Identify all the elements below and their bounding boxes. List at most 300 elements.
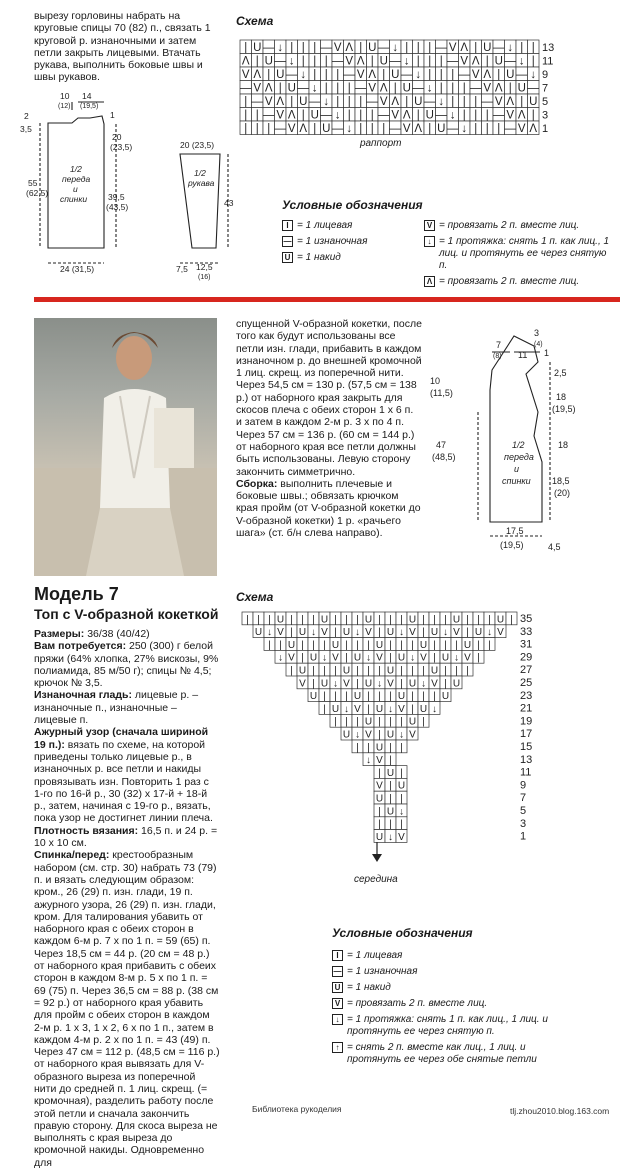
svg-text:—: — bbox=[274, 123, 286, 135]
svg-text:Λ: Λ bbox=[368, 69, 377, 81]
k2tog-left-icon: Λ bbox=[424, 276, 435, 287]
svg-text:—: — bbox=[240, 82, 252, 95]
svg-text:|: | bbox=[422, 665, 425, 677]
raport-label: раппорт bbox=[360, 138, 402, 149]
svg-text:|: | bbox=[411, 639, 414, 651]
svg-text:20: 20 bbox=[112, 132, 122, 142]
svg-text:V: V bbox=[497, 627, 504, 639]
svg-text:|: | bbox=[356, 742, 359, 754]
legend-item: ↑ = снять 2 п. вместе как лиц., 1 лиц. и протянуть ее через обе снятые петли bbox=[332, 1042, 572, 1066]
svg-text:U: U bbox=[375, 793, 384, 805]
svg-text:|: | bbox=[356, 665, 359, 677]
svg-text:—: — bbox=[493, 42, 505, 54]
svg-text:(19,5): (19,5) bbox=[80, 103, 99, 110]
svg-text:|: | bbox=[488, 639, 491, 651]
svg-text:U: U bbox=[276, 69, 285, 81]
svg-text:↓: ↓ bbox=[311, 82, 318, 95]
svg-text:20 (23,5): 20 (23,5) bbox=[180, 140, 215, 150]
svg-text:|: | bbox=[255, 123, 259, 135]
svg-text:V: V bbox=[333, 42, 342, 54]
svg-text:|: | bbox=[422, 691, 425, 703]
svg-text:U: U bbox=[320, 678, 329, 690]
svg-text:—: — bbox=[447, 55, 459, 68]
svg-text:|: | bbox=[455, 665, 458, 677]
svg-text:U: U bbox=[375, 742, 384, 754]
svg-text:|: | bbox=[378, 819, 381, 831]
svg-text:2: 2 bbox=[24, 111, 29, 121]
svg-text:(4): (4) bbox=[534, 341, 543, 348]
svg-text:|: | bbox=[324, 55, 328, 68]
svg-text:|: | bbox=[356, 639, 359, 651]
svg-text:|: | bbox=[416, 42, 420, 54]
svg-text:U: U bbox=[441, 691, 450, 703]
svg-text:V: V bbox=[387, 678, 394, 690]
svg-text:|: | bbox=[382, 123, 386, 135]
svg-text:—: — bbox=[366, 96, 378, 108]
svg-text:|: | bbox=[278, 82, 282, 95]
svg-text:V: V bbox=[517, 123, 526, 135]
svg-text:V: V bbox=[365, 627, 372, 639]
svg-text:(8): (8) bbox=[493, 353, 502, 360]
svg-text:↓: ↓ bbox=[399, 627, 404, 639]
k2tog-icon: V bbox=[424, 220, 435, 231]
svg-text:|: | bbox=[267, 69, 271, 81]
svg-text:|: | bbox=[301, 109, 305, 122]
svg-text:|: | bbox=[400, 819, 403, 831]
svg-text:Λ: Λ bbox=[299, 123, 308, 135]
svg-text:|: | bbox=[301, 652, 304, 664]
svg-text:|: | bbox=[439, 55, 443, 68]
svg-text:U: U bbox=[342, 627, 351, 639]
svg-text:V: V bbox=[448, 42, 457, 54]
svg-text:(43,5): (43,5) bbox=[106, 202, 129, 212]
svg-text:V: V bbox=[420, 652, 427, 664]
svg-text:|: | bbox=[244, 109, 248, 122]
svg-text:переда: переда bbox=[504, 452, 534, 462]
svg-text:|: | bbox=[466, 665, 469, 677]
svg-text:↓: ↓ bbox=[311, 627, 316, 639]
svg-text:|: | bbox=[347, 96, 351, 108]
svg-text:|: | bbox=[531, 42, 535, 54]
double-decrease-icon: ↑ bbox=[332, 1042, 343, 1053]
svg-text:|: | bbox=[444, 639, 447, 651]
svg-text:U: U bbox=[309, 652, 318, 664]
svg-text:|: | bbox=[400, 716, 403, 728]
svg-text:Λ: Λ bbox=[241, 55, 250, 68]
svg-text:|: | bbox=[400, 665, 403, 677]
svg-text:|: | bbox=[520, 42, 524, 54]
svg-text:13: 13 bbox=[520, 753, 533, 766]
body-top-left: 10 bbox=[60, 91, 70, 101]
svg-text:U: U bbox=[408, 614, 417, 626]
svg-text:Λ: Λ bbox=[414, 123, 423, 135]
yarn-over-icon: U bbox=[332, 982, 343, 993]
svg-text:|: | bbox=[393, 82, 397, 95]
pattern-front-back-diagram bbox=[430, 326, 620, 558]
purl-stitch-icon: — bbox=[283, 236, 292, 246]
svg-text:↓: ↓ bbox=[346, 123, 353, 135]
svg-text:|: | bbox=[416, 55, 420, 68]
svg-text:|: | bbox=[378, 806, 381, 818]
legend-item: Λ = провязать 2 п. вместе лиц. bbox=[424, 276, 616, 288]
svg-text:—: — bbox=[251, 96, 263, 108]
svg-text:↓: ↓ bbox=[355, 729, 360, 741]
svg-text:—: — bbox=[332, 123, 344, 135]
svg-text:—: — bbox=[424, 96, 436, 108]
svg-text:U: U bbox=[391, 69, 400, 81]
legend-item: V = провязать 2 п. вместе лиц. bbox=[424, 220, 616, 232]
svg-text:V: V bbox=[391, 109, 400, 122]
svg-text:|: | bbox=[370, 123, 374, 135]
svg-text:↓: ↓ bbox=[300, 69, 307, 81]
svg-text:V: V bbox=[287, 123, 296, 135]
svg-text:|: | bbox=[378, 691, 381, 703]
svg-text:Λ: Λ bbox=[483, 69, 492, 81]
svg-text:|: | bbox=[244, 42, 248, 54]
svg-text:|: | bbox=[455, 639, 458, 651]
schema2-title: Схема bbox=[236, 590, 274, 604]
svg-text:|: | bbox=[497, 69, 501, 81]
knit-stitch-icon: I bbox=[282, 220, 293, 231]
svg-text:—: — bbox=[263, 42, 275, 54]
svg-text:↓: ↓ bbox=[461, 123, 468, 135]
svg-text:|: | bbox=[389, 793, 392, 805]
svg-text:9: 9 bbox=[520, 779, 527, 792]
svg-text:7: 7 bbox=[496, 340, 502, 350]
svg-text:↓: ↓ bbox=[323, 96, 330, 108]
svg-text:|: | bbox=[466, 627, 469, 639]
svg-text:V: V bbox=[376, 780, 383, 792]
svg-text:—: — bbox=[297, 82, 309, 95]
svg-text:|: | bbox=[345, 639, 348, 651]
svg-text:V: V bbox=[276, 109, 285, 122]
svg-text:U: U bbox=[386, 767, 395, 779]
svg-text:V: V bbox=[356, 69, 365, 81]
svg-text:↓: ↓ bbox=[432, 703, 437, 715]
svg-text:15: 15 bbox=[520, 741, 533, 753]
svg-text:18: 18 bbox=[556, 392, 567, 402]
svg-text:|: | bbox=[324, 69, 328, 81]
svg-text:|: | bbox=[531, 55, 535, 68]
svg-text:U: U bbox=[342, 665, 351, 677]
svg-text:U: U bbox=[419, 639, 428, 651]
svg-text:—: — bbox=[504, 123, 516, 135]
svg-text:19: 19 bbox=[520, 715, 533, 728]
svg-text:|: | bbox=[378, 627, 381, 639]
svg-text:1: 1 bbox=[110, 110, 115, 120]
svg-text:|: | bbox=[488, 614, 491, 626]
svg-text:|: | bbox=[301, 639, 304, 651]
svg-text:V: V bbox=[321, 627, 328, 639]
svg-text:|: | bbox=[267, 123, 271, 135]
svg-text:1: 1 bbox=[520, 830, 527, 843]
svg-text:|: | bbox=[389, 755, 392, 767]
svg-text:U: U bbox=[254, 627, 263, 639]
svg-text:3: 3 bbox=[542, 109, 549, 122]
svg-text:|: | bbox=[268, 614, 271, 626]
svg-text:↓: ↓ bbox=[344, 703, 349, 715]
svg-text:U: U bbox=[331, 639, 340, 651]
svg-text:1/2: 1/2 bbox=[70, 164, 82, 174]
svg-text:|: | bbox=[324, 82, 328, 95]
svg-text:|: | bbox=[466, 614, 469, 626]
svg-text:U: U bbox=[386, 729, 395, 741]
svg-text:U: U bbox=[379, 55, 388, 68]
svg-text:—: — bbox=[389, 55, 401, 68]
svg-text:|: | bbox=[301, 42, 305, 54]
svg-text:29: 29 bbox=[520, 651, 533, 664]
svg-text:9: 9 bbox=[542, 69, 549, 81]
svg-text:|: | bbox=[312, 639, 315, 651]
legend-item: — = 1 изнаночная bbox=[333, 966, 418, 977]
svg-text:|: | bbox=[433, 639, 436, 651]
center-label: середина bbox=[354, 874, 398, 885]
svg-text:—: — bbox=[378, 42, 390, 54]
svg-text:U: U bbox=[494, 55, 503, 68]
svg-text:U: U bbox=[441, 652, 450, 664]
svg-text:U: U bbox=[506, 69, 515, 81]
svg-text:24 (31,5): 24 (31,5) bbox=[60, 264, 95, 274]
svg-text:|: | bbox=[428, 123, 432, 135]
svg-text:|: | bbox=[359, 123, 363, 135]
svg-text:31: 31 bbox=[520, 638, 533, 651]
svg-text:|: | bbox=[312, 678, 315, 690]
svg-text:|: | bbox=[367, 665, 370, 677]
svg-text:V: V bbox=[506, 109, 515, 122]
k2tog-icon: V bbox=[332, 998, 343, 1009]
svg-text:|: | bbox=[345, 652, 348, 664]
svg-text:Λ: Λ bbox=[287, 109, 296, 122]
svg-text:↓: ↓ bbox=[410, 652, 415, 664]
svg-text:U: U bbox=[322, 123, 331, 135]
svg-text:V: V bbox=[483, 82, 492, 95]
svg-text:|: | bbox=[400, 678, 403, 690]
svg-text:|: | bbox=[477, 652, 480, 664]
svg-text:|: | bbox=[336, 69, 340, 81]
svg-text:↓: ↓ bbox=[421, 678, 426, 690]
svg-text:—: — bbox=[458, 69, 470, 81]
svg-text:|: | bbox=[389, 691, 392, 703]
svg-text:|: | bbox=[359, 96, 363, 108]
svg-text:|: | bbox=[520, 96, 524, 108]
svg-text:Λ: Λ bbox=[345, 42, 354, 54]
svg-text:U: U bbox=[397, 780, 406, 792]
svg-text:|: | bbox=[485, 123, 489, 135]
svg-text:U: U bbox=[375, 831, 384, 843]
pattern-body-sleeve-diagram bbox=[20, 88, 240, 281]
svg-text:U: U bbox=[452, 614, 461, 626]
svg-text:(23,5): (23,5) bbox=[110, 142, 133, 152]
svg-text:—: — bbox=[389, 123, 401, 135]
svg-text:(20): (20) bbox=[554, 488, 571, 498]
svg-text:↓: ↓ bbox=[278, 652, 283, 664]
svg-text:V: V bbox=[409, 627, 416, 639]
svg-text:|: | bbox=[400, 639, 403, 651]
svg-text:U: U bbox=[298, 665, 307, 677]
svg-text:|: | bbox=[301, 614, 304, 626]
svg-text:|: | bbox=[356, 614, 359, 626]
svg-text:17,5: 17,5 bbox=[506, 526, 524, 536]
svg-text:|: | bbox=[485, 55, 489, 68]
svg-text:V: V bbox=[379, 96, 388, 108]
svg-text:|: | bbox=[313, 42, 317, 54]
svg-text:|: | bbox=[290, 614, 293, 626]
svg-text:|: | bbox=[428, 42, 432, 54]
svg-text:Λ: Λ bbox=[506, 96, 515, 108]
svg-text:—: — bbox=[435, 42, 447, 54]
svg-text:V: V bbox=[376, 652, 383, 664]
svg-text:—: — bbox=[435, 109, 447, 122]
svg-text:|: | bbox=[334, 627, 337, 639]
svg-text:Λ: Λ bbox=[253, 69, 262, 81]
svg-text:U: U bbox=[342, 729, 351, 741]
svg-text:спинки: спинки bbox=[60, 194, 88, 204]
svg-text:17: 17 bbox=[520, 728, 533, 741]
legend-item: ↓ = 1 протяжка: снять 1 п. как лиц., 1 лиц. и протянуть ее через снятую п. bbox=[424, 236, 616, 272]
svg-text:|: | bbox=[313, 55, 317, 68]
schema2-legend bbox=[332, 950, 572, 1070]
svg-text:12,5: 12,5 bbox=[196, 262, 213, 272]
svg-text:(11,5): (11,5) bbox=[430, 388, 453, 398]
svg-text:|: | bbox=[378, 665, 381, 677]
svg-text:U: U bbox=[353, 691, 362, 703]
svg-text:|: | bbox=[336, 96, 340, 108]
svg-text:|: | bbox=[301, 55, 305, 68]
svg-text:(48,5): (48,5) bbox=[432, 452, 456, 462]
svg-text:|: | bbox=[367, 703, 370, 715]
svg-text:|: | bbox=[312, 614, 315, 626]
svg-text:переда: переда bbox=[62, 174, 91, 184]
svg-text:|: | bbox=[400, 793, 403, 805]
legend-item: V = провязать 2 п. вместе лиц. bbox=[332, 998, 572, 1010]
svg-text:U: U bbox=[253, 42, 262, 54]
svg-text:|: | bbox=[367, 639, 370, 651]
svg-text:|: | bbox=[356, 678, 359, 690]
svg-text:3,5: 3,5 bbox=[20, 124, 32, 134]
svg-text:V: V bbox=[464, 652, 471, 664]
svg-text:|: | bbox=[279, 639, 282, 651]
svg-text:V: V bbox=[288, 652, 295, 664]
svg-text:↓: ↓ bbox=[377, 678, 382, 690]
svg-text:↓: ↓ bbox=[443, 627, 448, 639]
svg-text:V: V bbox=[453, 627, 460, 639]
legend-item: U = 1 накид bbox=[332, 982, 572, 994]
svg-text:↓: ↓ bbox=[366, 755, 371, 767]
svg-text:|: | bbox=[323, 639, 326, 651]
svg-text:↓: ↓ bbox=[415, 69, 422, 81]
svg-text:↓: ↓ bbox=[366, 652, 371, 664]
svg-text:|: | bbox=[508, 82, 512, 95]
svg-text:|: | bbox=[378, 767, 381, 779]
purl-stitch-icon: — bbox=[333, 966, 342, 976]
svg-text:11: 11 bbox=[520, 766, 532, 779]
svg-text:|: | bbox=[433, 691, 436, 703]
svg-text:—: — bbox=[274, 55, 286, 68]
svg-text:Λ: Λ bbox=[402, 109, 411, 122]
svg-text:U: U bbox=[474, 627, 483, 639]
svg-text:|: | bbox=[378, 729, 381, 741]
legend-item: — = 1 изнаночная bbox=[283, 236, 368, 247]
svg-text:1: 1 bbox=[544, 348, 550, 358]
svg-text:U: U bbox=[331, 703, 340, 715]
svg-text:39,5: 39,5 bbox=[108, 192, 125, 202]
svg-text:—: — bbox=[504, 55, 516, 68]
svg-text:|: | bbox=[268, 639, 271, 651]
schema1-title: Схема bbox=[236, 14, 274, 28]
svg-text:Λ: Λ bbox=[529, 123, 538, 135]
svg-text:|: | bbox=[400, 767, 403, 779]
intro-text: вырезу горловины набрать на круговые спицы 70 (82) п., связать 1 круговой р. изнаночными и затем петли закрыть лицевыми. Втачать рукава, выполнить боковые швы и швы рукавов. bbox=[34, 10, 211, 84]
model-subtitle: Топ с V-образной кокеткой bbox=[34, 606, 219, 622]
svg-text:10: 10 bbox=[430, 376, 441, 386]
svg-text:—: — bbox=[332, 55, 344, 68]
svg-text:33: 33 bbox=[520, 625, 533, 638]
svg-text:V: V bbox=[402, 123, 411, 135]
svg-text:U: U bbox=[419, 703, 428, 715]
assembly-text: спущенной V-образной кокетки, после того как будут использованы все петли изн. глади, прибавить в каждом изнаночном р. до внешней кромочной 1 лиц. скрещ. из поперечной нити. Через 54,5 см = 130 р. (57,5 см = 138 р.) от наборного края закрыть для скосов плеча с обеих сторон 1 х 6 п. и затем в каждом 2-м р. 3 х по 4 п. Через 57 см = 136 р. (60 см = 144 р.) от наборного края все петли должны быть использованы. Левую сторону закончить симметрично. Сборка: выполнить плечевые и боковые швы.; обвязать крючком края пройм (от V-образной кокетки до V-образной кокетки) 1 р. «рачьего шага» (ст. б/н слева направо). bbox=[236, 318, 422, 540]
svg-text:14: 14 bbox=[82, 91, 92, 101]
svg-text:и: и bbox=[73, 184, 78, 194]
svg-text:↓: ↓ bbox=[388, 703, 393, 715]
svg-text:↓: ↓ bbox=[355, 627, 360, 639]
svg-text:|: | bbox=[474, 109, 478, 122]
svg-text:V: V bbox=[264, 96, 273, 108]
svg-text:|: | bbox=[255, 55, 259, 68]
svg-text:|: | bbox=[428, 69, 432, 81]
svg-text:U: U bbox=[414, 96, 423, 108]
svg-text:|: | bbox=[334, 665, 337, 677]
svg-text:|: | bbox=[474, 42, 478, 54]
schema1-grid bbox=[238, 38, 558, 150]
svg-text:|: | bbox=[359, 42, 363, 54]
svg-text:U: U bbox=[364, 614, 373, 626]
svg-text:(19,5): (19,5) bbox=[500, 540, 524, 550]
svg-text:U: U bbox=[287, 639, 296, 651]
svg-text:U: U bbox=[496, 614, 505, 626]
svg-text:|: | bbox=[497, 123, 501, 135]
svg-text:|: | bbox=[389, 716, 392, 728]
svg-text:|: | bbox=[370, 109, 374, 122]
svg-text:|: | bbox=[405, 42, 409, 54]
svg-text:25: 25 bbox=[520, 677, 533, 689]
svg-text:V: V bbox=[345, 55, 354, 68]
svg-text:|: | bbox=[433, 652, 436, 664]
svg-text:↓: ↓ bbox=[403, 55, 410, 68]
svg-text:(62,5): (62,5) bbox=[26, 188, 49, 198]
svg-text:|: | bbox=[334, 614, 337, 626]
svg-text:3: 3 bbox=[520, 817, 527, 830]
svg-text:18,5: 18,5 bbox=[552, 476, 570, 486]
svg-text:Λ: Λ bbox=[391, 96, 400, 108]
svg-text:|: | bbox=[451, 69, 455, 81]
svg-text:—: — bbox=[481, 96, 493, 108]
svg-text:Λ: Λ bbox=[264, 82, 273, 95]
svg-text:V: V bbox=[365, 729, 372, 741]
svg-text:47: 47 bbox=[436, 440, 447, 450]
svg-text:|: | bbox=[345, 614, 348, 626]
svg-text:(16): (16) bbox=[198, 274, 211, 281]
svg-text:|: | bbox=[477, 614, 480, 626]
svg-text:Λ: Λ bbox=[517, 109, 526, 122]
svg-text:|: | bbox=[367, 742, 370, 754]
svg-text:|: | bbox=[334, 691, 337, 703]
svg-text:7: 7 bbox=[542, 82, 549, 95]
svg-text:U: U bbox=[402, 82, 411, 95]
legend-item: ↓ = 1 протяжка: снять 1 п. как лиц., 1 лиц. и протянуть ее через снятую п. bbox=[332, 1014, 572, 1038]
svg-text:21: 21 bbox=[520, 702, 533, 715]
svg-text:|: | bbox=[367, 691, 370, 703]
svg-text:U: U bbox=[397, 652, 406, 664]
